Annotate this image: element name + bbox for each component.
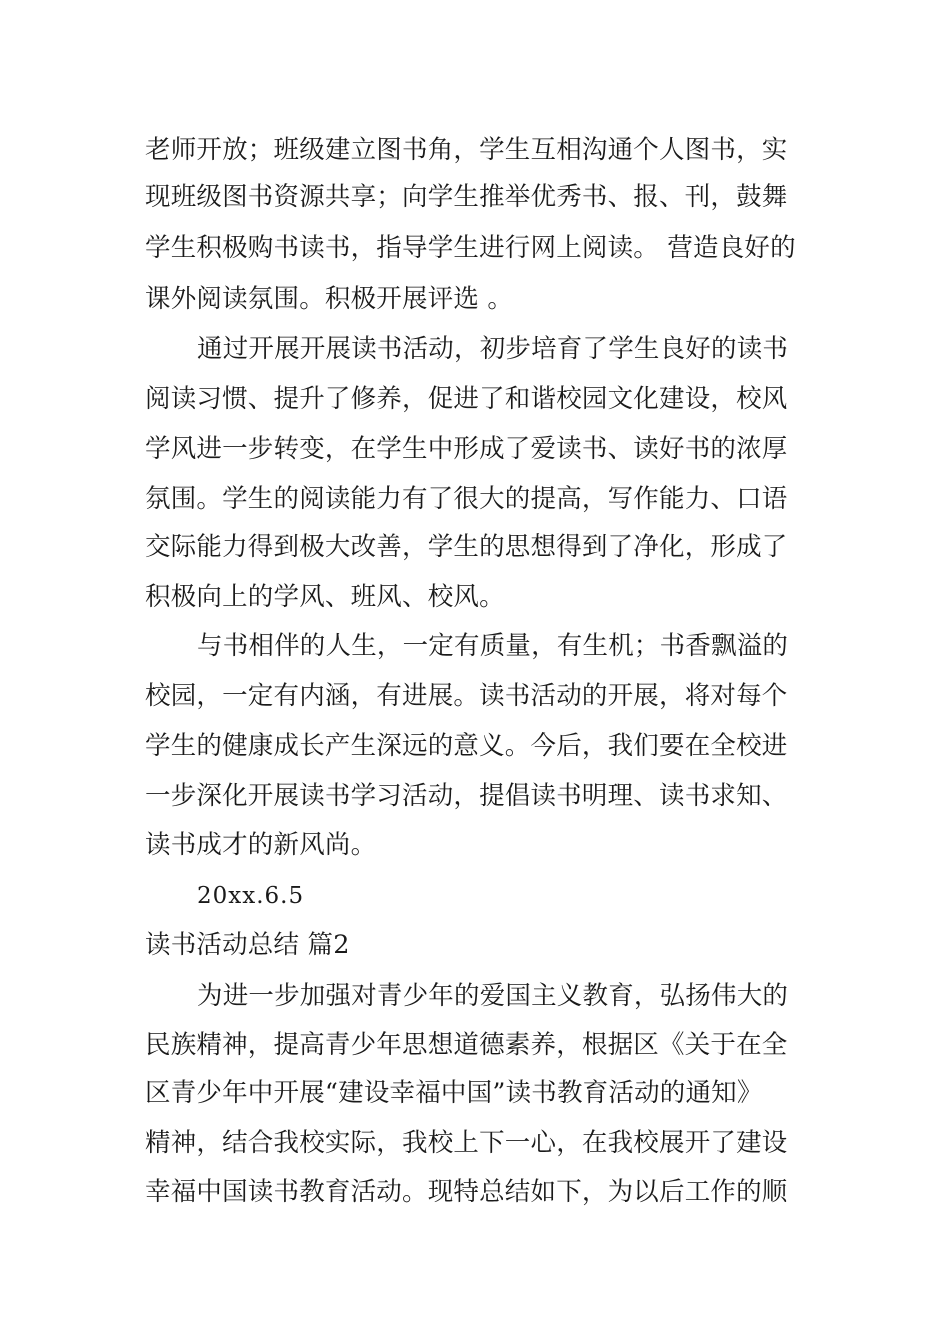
text-line: 区青少年中开展“建设幸福中国”读书教育活动的通知》 xyxy=(145,1078,763,1108)
text-line: 老师开放；班级建立图书角，学生互相沟通个人图书，实 xyxy=(145,135,788,165)
text-line: 学生的健康成长产生深远的意义。今后，我们要在全校进 xyxy=(145,731,788,761)
text-line: 学生积极购书读书，指导学生进行网上阅读。 营造良好的 xyxy=(145,233,796,263)
text-line: 幸福中国读书教育活动。现特总结如下，为以后工作的顺 xyxy=(145,1177,788,1207)
text-line: 一步深化开展读书学习活动，提倡读书明理、读书求知、 xyxy=(145,781,788,811)
text-line: 学风进一步转变，在学生中形成了爱读书、读好书的浓厚 xyxy=(145,434,788,464)
date-line: 20xx.6.5 xyxy=(197,883,305,909)
paragraph-first-line: 通过开展开展读书活动，初步培育了学生良好的读书 xyxy=(197,334,789,364)
text-line: 精神，结合我校实际，我校上下一心，在我校展开了建设 xyxy=(145,1128,788,1158)
text-line: 民族精神，提高青少年思想道德素养，根据区《关于在全 xyxy=(145,1030,788,1060)
text-line: 交际能力得到极大改善，学生的思想得到了净化，形成了 xyxy=(145,532,788,562)
text-line: 阅读习惯、提升了修养，促进了和谐校园文化建设，校风 xyxy=(145,384,788,414)
paragraph-first-line: 为进一步加强对青少年的爱国主义教育，弘扬伟大的 xyxy=(197,981,789,1011)
text-line: 课外阅读氛围。积极开展评选 。 xyxy=(145,284,514,314)
paragraph-first-line: 与书相伴的人生，一定有质量，有生机；书香飘溢的 xyxy=(197,631,789,661)
text-line: 校园，一定有内涵，有进展。读书活动的开展，将对每个 xyxy=(145,681,788,711)
text-line: 氛围。学生的阅读能力有了很大的提高，写作能力、口语 xyxy=(145,484,788,514)
text-line: 积极向上的学风、班风、校风。 xyxy=(145,582,505,612)
section-heading: 读书活动总结 篇2 xyxy=(145,930,350,960)
text-line: 读书成才的新风尚。 xyxy=(145,830,377,860)
text-line: 现班级图书资源共享；向学生推举优秀书、报、刊，鼓舞 xyxy=(145,182,788,212)
